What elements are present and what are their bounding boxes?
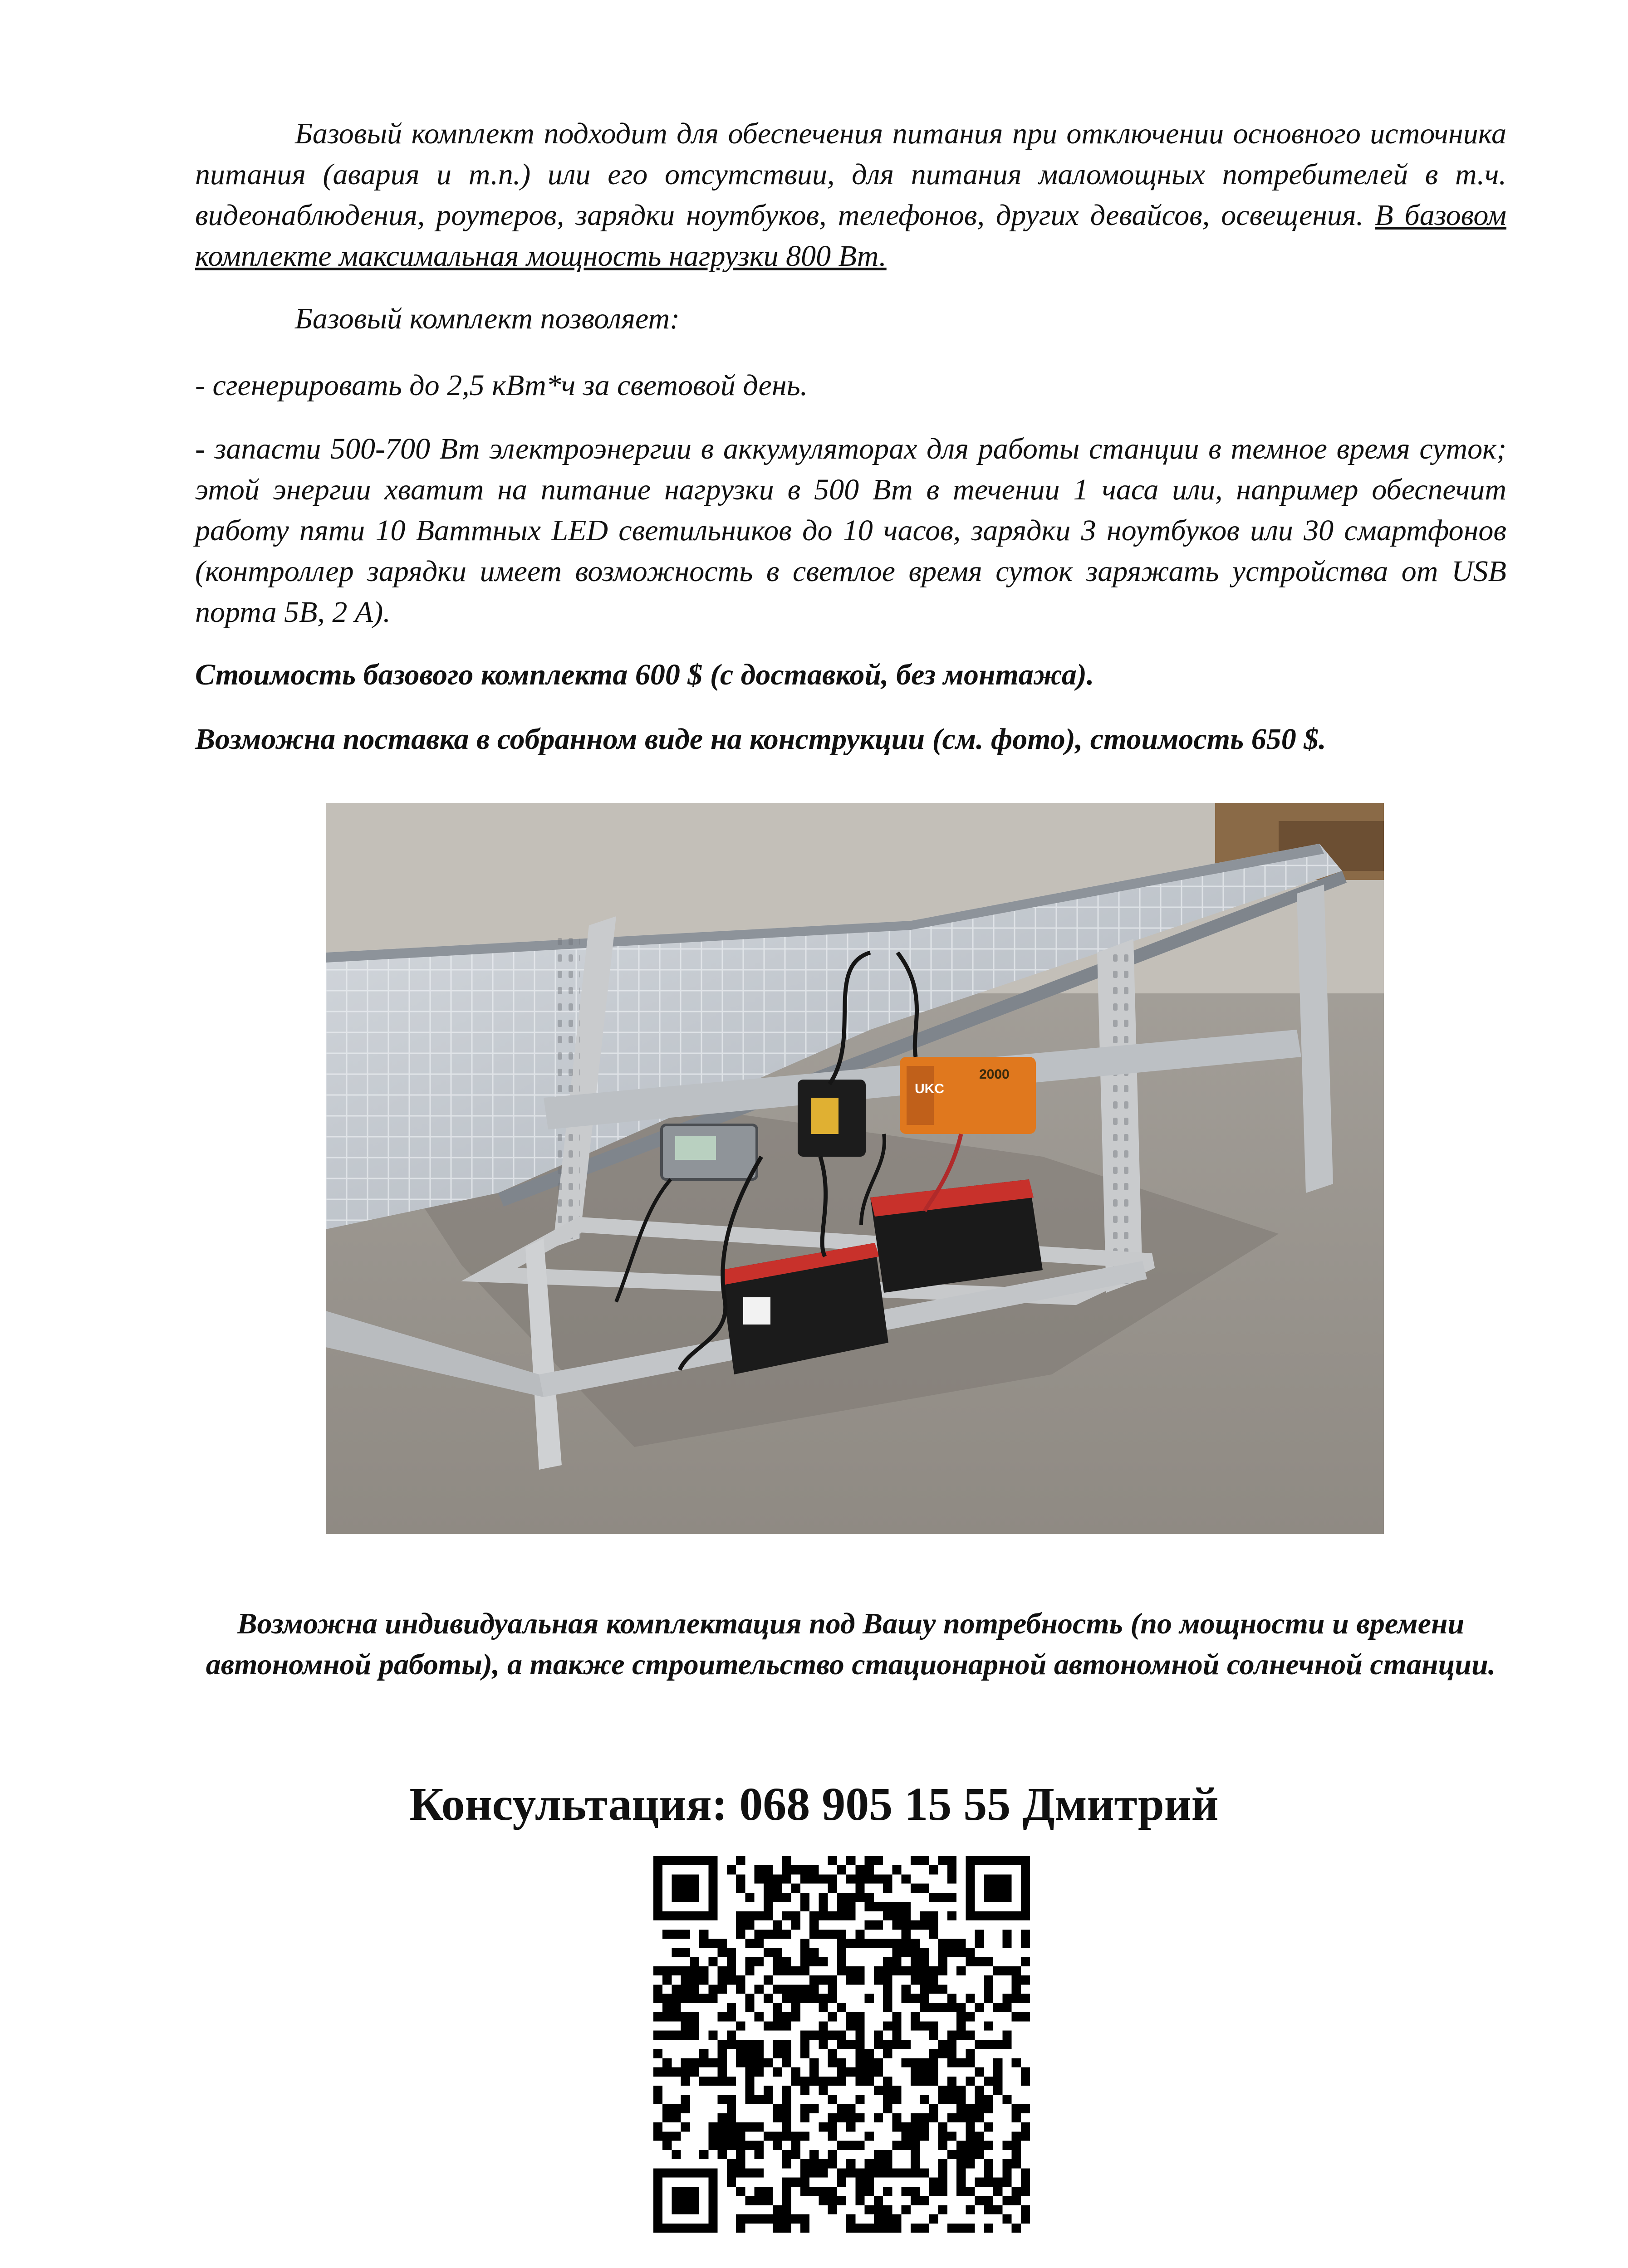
max-load-note: В базовом комплекте максимальная мощность нагрузки 800 Вт. <box>195 199 1506 273</box>
assembled-price-line: Возможна поставка в собранном виде на конструкции (см. фото), стоимость 650 $. <box>195 723 1326 756</box>
qr-code[interactable] <box>653 1856 1030 2233</box>
custom-configuration-note: Возможна индивидуальная комплектация под Вашу потребность (по мощности и времени автономной работы), а также строительство стационарной автономной солнечной станции. <box>206 1607 1496 1681</box>
bullet-store: - запасти 500-700 Вт электроэнергии в аккумуляторах для работы станции в темное время суток; этой энергии хватит на питание нагрузки в 500 Вт в течении 1 часа или, например обеспечит работу пяти 10 Ваттных LED светильников до 10 часов, зарядки 3 ноутбуков или 30 смартфонов (контроллер зарядки имеет возможность в светлое время суток заряжать устройства от USB порта 5В, 2 А). <box>195 432 1506 629</box>
intro-text: Базовый комплект подходит для обеспечения питания при отключении основного источника питания (авария и т.п.) или его отсутствии, для питания маломощных потребителей в т.ч. видеонаблюдения, роутеров, зарядки ноутбуков, телефонов, других девайсов, освещения. <box>195 117 1506 232</box>
consultation-contact: Консультация: 068 905 15 55 Дмитрий <box>409 1778 1219 1830</box>
inverter-model: 2000 <box>979 1067 1010 1082</box>
bullet-generate: - сгенерировать до 2,5 кВт*ч за световой день. <box>195 369 808 402</box>
inverter-brand: UKC <box>915 1081 944 1096</box>
solar-kit-photo <box>326 803 1384 1534</box>
allows-heading: Базовый комплект позволяет: <box>295 302 680 335</box>
intro-paragraph <box>195 113 1506 277</box>
price-line: Стоимость базового комплекта 600 $ (с доставкой, без монтажа). <box>195 658 1094 691</box>
